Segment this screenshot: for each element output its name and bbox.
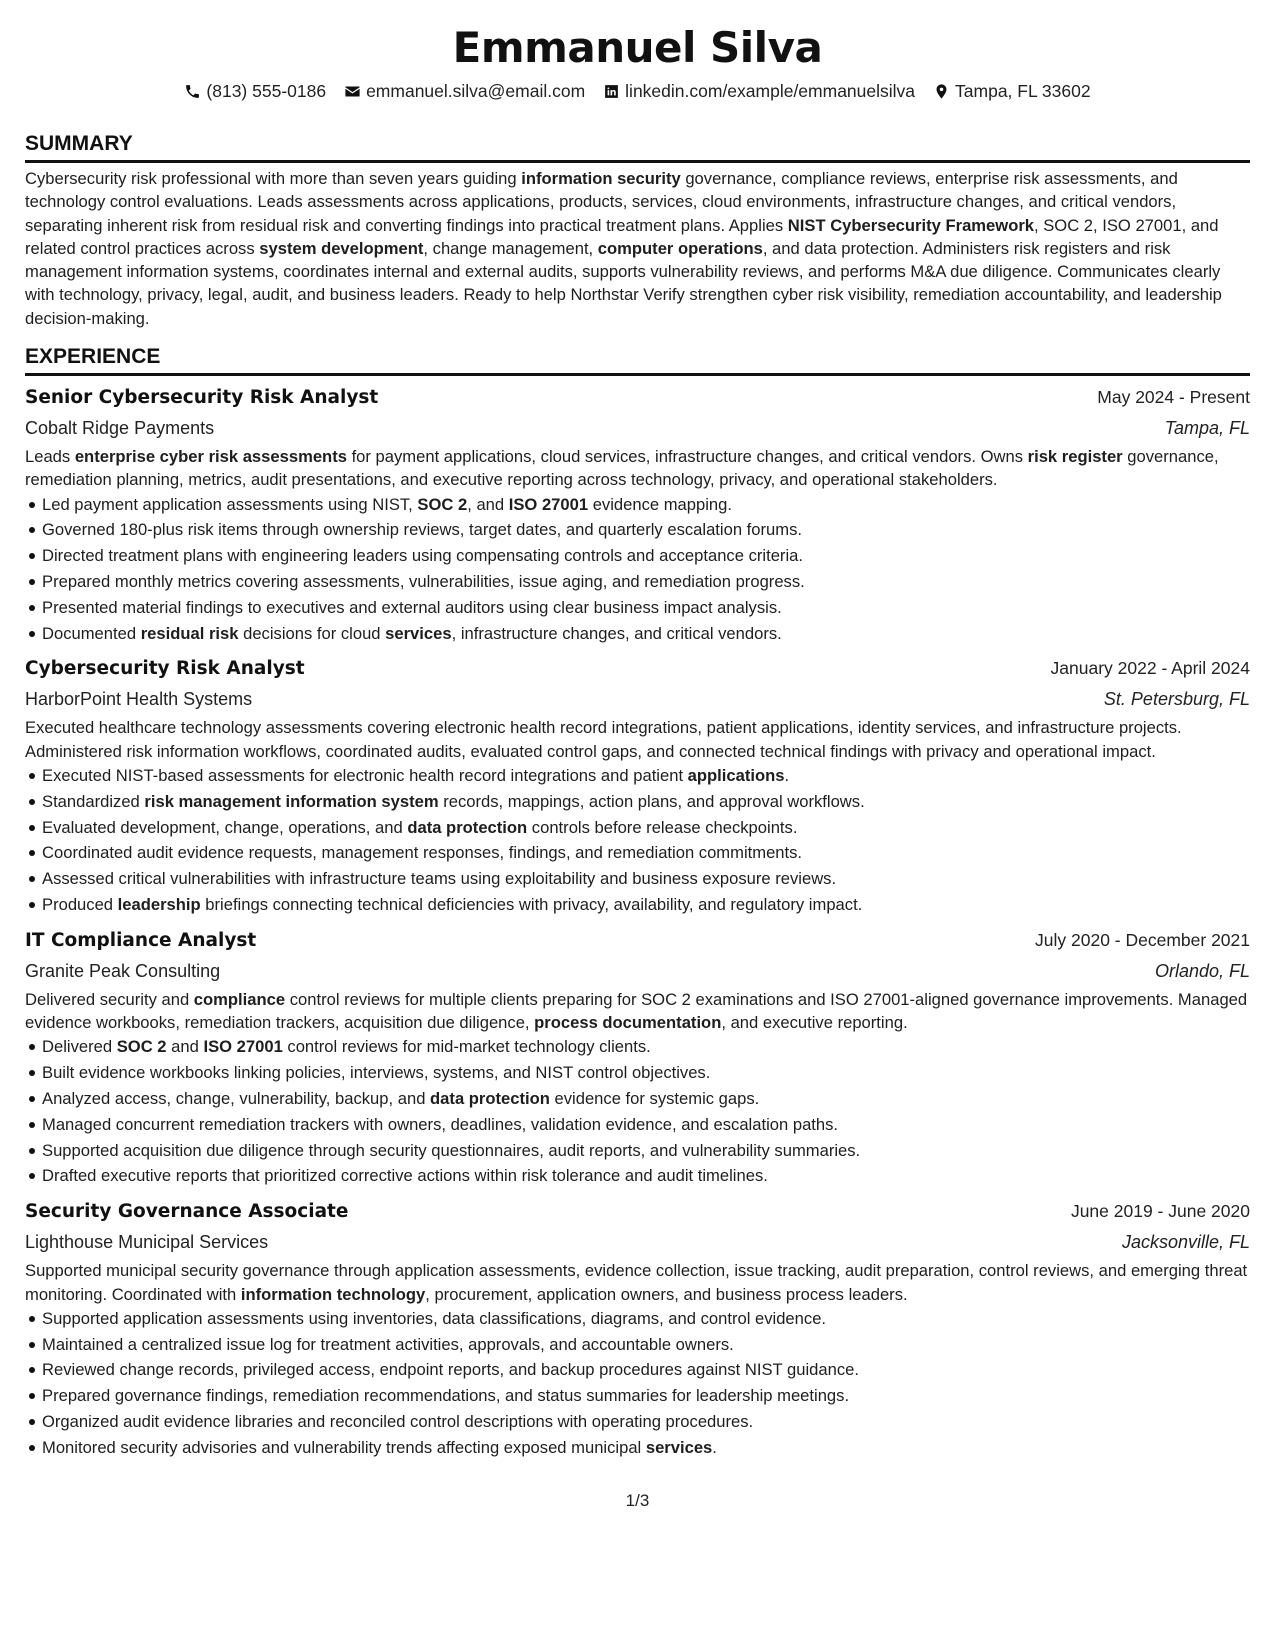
bullet-item	[42, 1112, 1250, 1138]
job-dates: June 2019 - June 2020	[1070, 1201, 1250, 1222]
job-company-row	[25, 1227, 1250, 1257]
bullet-item	[42, 866, 1250, 892]
envelope-icon	[344, 83, 361, 100]
job-location: St. Petersburg, FL	[1103, 689, 1250, 710]
text-run: Assessed critical vulnerabilities with infrastructure teams using exploitability and business exposure reviews.	[42, 869, 837, 889]
phone-icon	[184, 83, 201, 100]
job-description	[25, 445, 1250, 492]
text-run: Leads	[25, 447, 75, 467]
text-run: evidence for systemic gaps.	[549, 1089, 760, 1109]
text-run: for payment applications, cloud services, infrastructure changes, and critical vendors. Owns	[346, 447, 1028, 467]
job-title: IT Compliance Analyst	[25, 929, 257, 951]
job-bullets	[25, 1034, 1250, 1189]
linkedin-link[interactable]: linkedin.com/example/emmanuelsilva	[625, 81, 916, 101]
job-bullets	[25, 492, 1250, 647]
contact-bar	[25, 79, 1250, 103]
emphasis-text: ISO 27001	[508, 494, 589, 514]
text-run: Produced	[42, 895, 118, 915]
job-header-row	[25, 653, 1250, 684]
text-run: briefings connecting technical deficiencies with privacy, availability, and regulatory impact.	[200, 895, 863, 915]
map-pin-icon	[933, 83, 950, 100]
emphasis-text: ISO 27001	[203, 1037, 283, 1057]
bullet-item	[42, 789, 1250, 815]
job-header-row	[25, 1196, 1250, 1227]
text-run: Supported acquisition due diligence through security questionnaires, audit reports, and vulnerability summaries.	[42, 1140, 861, 1160]
bullet-item	[42, 492, 1250, 518]
text-run: Executed NIST-based assessments for electronic health record integrations and patient	[42, 766, 688, 786]
bullet-item	[42, 1383, 1250, 1409]
bullet-item	[42, 1034, 1250, 1060]
text-run: Documented	[42, 623, 141, 643]
emphasis-text: services	[645, 1437, 713, 1457]
bullet-item	[42, 815, 1250, 841]
text-run: Presented material findings to executives and external auditors using clear business impact analysis.	[42, 597, 782, 617]
job-entry	[25, 925, 1250, 1189]
text-run: records, mappings, action plans, and approval workflows.	[438, 791, 865, 811]
job-location: Jacksonville, FL	[1121, 1232, 1250, 1253]
text-run: Delivered	[42, 1037, 117, 1057]
text-run: Evaluated development, change, operations, and	[42, 817, 408, 837]
bullet-item	[42, 1357, 1250, 1383]
text-run: , and executive reporting.	[721, 1013, 908, 1033]
contact-email[interactable]	[344, 79, 585, 103]
text-run: controls before release checkpoints.	[527, 817, 798, 837]
job-title: Cybersecurity Risk Analyst	[25, 658, 305, 680]
emphasis-text: risk management information system	[144, 791, 439, 811]
emphasis-text: compliance	[193, 989, 286, 1009]
text-run: Cybersecurity risk professional with more than seven years guiding	[25, 169, 522, 188]
emphasis-text: SOC 2	[116, 1037, 167, 1057]
text-run: Maintained a centralized issue log for treatment activities, approvals, and accountable owners.	[42, 1334, 734, 1354]
emphasis-text: NIST Cybersecurity Framework	[787, 215, 1035, 235]
job-company-row	[25, 413, 1250, 443]
text-run: Analyzed access, change, vulnerability, backup, and	[42, 1089, 431, 1109]
bullet-item	[42, 840, 1250, 866]
text-run: Governed 180-plus risk items through ownership reviews, target dates, and quarterly escalation forums.	[42, 520, 802, 540]
job-header-row	[25, 925, 1250, 956]
text-run: Reviewed change records, privileged access, endpoint reports, and backup procedures against NIST guidance.	[42, 1360, 859, 1380]
job-header-row	[25, 382, 1250, 413]
bullet-item	[42, 1332, 1250, 1358]
text-run: Supported municipal security governance through application assessments, evidence collection, issue tracking, audit preparation, control reviews, and emerging threat monitoring. Coordinated with	[25, 1261, 1248, 1304]
text-run: Standardized	[42, 791, 145, 811]
text-run: Led payment application assessments using NIST,	[42, 494, 418, 514]
job-company: Cobalt Ridge Payments	[25, 418, 215, 439]
job-company: Lighthouse Municipal Services	[25, 1232, 269, 1253]
contact-phone	[184, 79, 326, 103]
location-text: Tampa, FL 33602	[955, 81, 1091, 101]
emphasis-text: leadership	[117, 895, 201, 915]
resume-page	[25, 22, 1250, 1461]
text-run: , infrastructure changes, and critical vendors.	[451, 623, 782, 643]
text-run: Prepared governance findings, remediation recommendations, and status summaries for leadership meetings.	[42, 1386, 850, 1406]
bullet-item	[42, 1435, 1250, 1461]
bullet-item	[42, 1060, 1250, 1086]
job-company-row	[25, 956, 1250, 986]
text-run: Drafted executive reports that prioritized corrective actions within risk tolerance and audit timelines.	[42, 1166, 768, 1186]
text-run: Coordinated audit evidence requests, management responses, findings, and remediation commitments.	[42, 843, 803, 863]
text-run: Supported application assessments using inventories, data classifications, diagrams, and control evidence.	[42, 1308, 827, 1328]
text-run: Delivered security and	[25, 989, 194, 1009]
text-run: Prepared monthly metrics covering assessments, vulnerabilities, issue aging, and remediation progress.	[42, 572, 805, 592]
bullet-item	[42, 621, 1250, 647]
job-company: Granite Peak Consulting	[25, 960, 221, 981]
emphasis-text: risk register	[1027, 447, 1123, 467]
text-run: Monitored security advisories and vulnerability trends affecting exposed municipal	[42, 1437, 646, 1457]
emphasis-text: system development	[259, 238, 424, 258]
job-bullets	[25, 763, 1250, 918]
emphasis-text: data protection	[430, 1089, 550, 1109]
bullet-item	[42, 1306, 1250, 1332]
text-run: , and data protection. Administers risk registers and risk management information systems, coordinates internal and external audits, supports vulnerability reviews, and performs M&A due diligence. Communicates clearly with technology, privacy, legal, audit, and business leaders. Ready to help Northstar Verify strengthen cyber risk visibility, remediation accountability, and leadership decision-making.	[25, 238, 1222, 328]
emphasis-text: applications	[687, 766, 785, 786]
job-title: Senior Cybersecurity Risk Analyst	[25, 387, 379, 409]
contact-location	[933, 79, 1091, 103]
text-run: control reviews for multiple clients preparing for SOC 2 examinations and ISO 27001-aligned governance improvements. Managed evidence workbooks, remediation trackers, acquisition due diligence,	[25, 989, 1248, 1033]
bullet-item	[42, 517, 1250, 543]
bullet-item	[42, 1138, 1250, 1164]
emphasis-text: process documentation	[534, 1013, 722, 1033]
emphasis-text: SOC 2	[417, 494, 468, 514]
job-dates: July 2020 - December 2021	[1035, 929, 1250, 950]
summary-paragraph	[25, 167, 1250, 330]
bullet-item	[42, 892, 1250, 918]
bullet-item	[42, 595, 1250, 621]
text-run: Executed healthcare technology assessments covering electronic health record integrations, patient applications, identity services, and infrastructure projects. Administered risk information workflows, coordinated audits, evaluated control gaps, and connected technical findings with privacy and operational impact.	[25, 718, 1182, 761]
job-description	[25, 1259, 1250, 1306]
text-run: , and	[467, 494, 509, 514]
emphasis-text: information technology	[240, 1284, 426, 1304]
phone-text: (813) 555-0186	[206, 81, 327, 101]
experience-heading: EXPERIENCE	[25, 344, 1250, 376]
text-run: , SOC 2, ISO 27001, and related control practices across	[25, 215, 1219, 258]
text-run: Organized audit evidence libraries and reconciled control descriptions with operating procedures.	[42, 1411, 754, 1431]
text-run: .	[712, 1437, 717, 1457]
bullet-item	[42, 1163, 1250, 1189]
email-link[interactable]: emmanuel.silva@email.com	[366, 81, 586, 101]
contact-linkedin[interactable]	[603, 79, 915, 103]
job-company-row	[25, 684, 1250, 714]
text-run: Built evidence workbooks linking policies, interviews, systems, and NIST control objectives.	[42, 1063, 711, 1083]
experience-list	[25, 382, 1250, 1461]
job-location: Tampa, FL	[1164, 418, 1250, 439]
text-run: and	[166, 1037, 204, 1057]
text-run: .	[784, 766, 790, 786]
summary-heading: SUMMARY	[25, 131, 1250, 163]
text-run: , change management,	[423, 238, 598, 258]
text-run: evidence mapping.	[588, 494, 733, 514]
job-description	[25, 988, 1250, 1035]
text-run: , procurement, application owners, and business process leaders.	[425, 1284, 908, 1304]
text-run: governance, compliance reviews, enterprise risk assessments, and technology control evaluations. Leads assessments across applications, products, services, cloud environments, infrastructure changes, and critical vendors, separating inherent risk from residual risk and converting findings into practical treatment plans. Applies	[25, 169, 1178, 235]
text-run: Directed treatment plans with engineering leaders using compensating controls and acceptance criteria.	[42, 546, 803, 566]
job-location: Orlando, FL	[1154, 960, 1250, 981]
page-number: 1/3	[625, 1491, 650, 1510]
emphasis-text: information security	[521, 169, 681, 188]
job-bullets	[25, 1306, 1250, 1461]
bullet-item	[42, 763, 1250, 789]
job-description	[25, 716, 1250, 763]
candidate-name: Emmanuel Silva	[452, 23, 823, 72]
job-dates: May 2024 - Present	[1097, 387, 1250, 408]
linkedin-icon	[603, 83, 620, 100]
job-entry	[25, 653, 1250, 917]
job-dates: January 2022 - April 2024	[1050, 658, 1250, 679]
job-entry	[25, 382, 1250, 646]
emphasis-text: enterprise cyber risk assessments	[74, 447, 347, 467]
bullet-item	[42, 1086, 1250, 1112]
text-run: Managed concurrent remediation trackers with owners, deadlines, validation evidence, and escalation paths.	[42, 1114, 839, 1134]
job-title: Security Governance Associate	[25, 1201, 349, 1223]
bullet-item	[42, 569, 1250, 595]
emphasis-text: data protection	[407, 817, 528, 837]
job-company: HarborPoint Health Systems	[25, 689, 253, 710]
text-run: control reviews for mid-market technology clients.	[282, 1037, 651, 1057]
text-run: decisions for cloud	[238, 623, 386, 643]
emphasis-text: computer operations	[597, 238, 763, 258]
text-run: governance, remediation planning, metrics, audit presentations, and executive reporting across technology, privacy, and operational stakeholders.	[25, 447, 1219, 490]
job-entry	[25, 1196, 1250, 1460]
emphasis-text: services	[385, 623, 452, 643]
emphasis-text: residual risk	[140, 623, 239, 643]
bullet-item	[42, 543, 1250, 569]
bullet-item	[42, 1409, 1250, 1435]
